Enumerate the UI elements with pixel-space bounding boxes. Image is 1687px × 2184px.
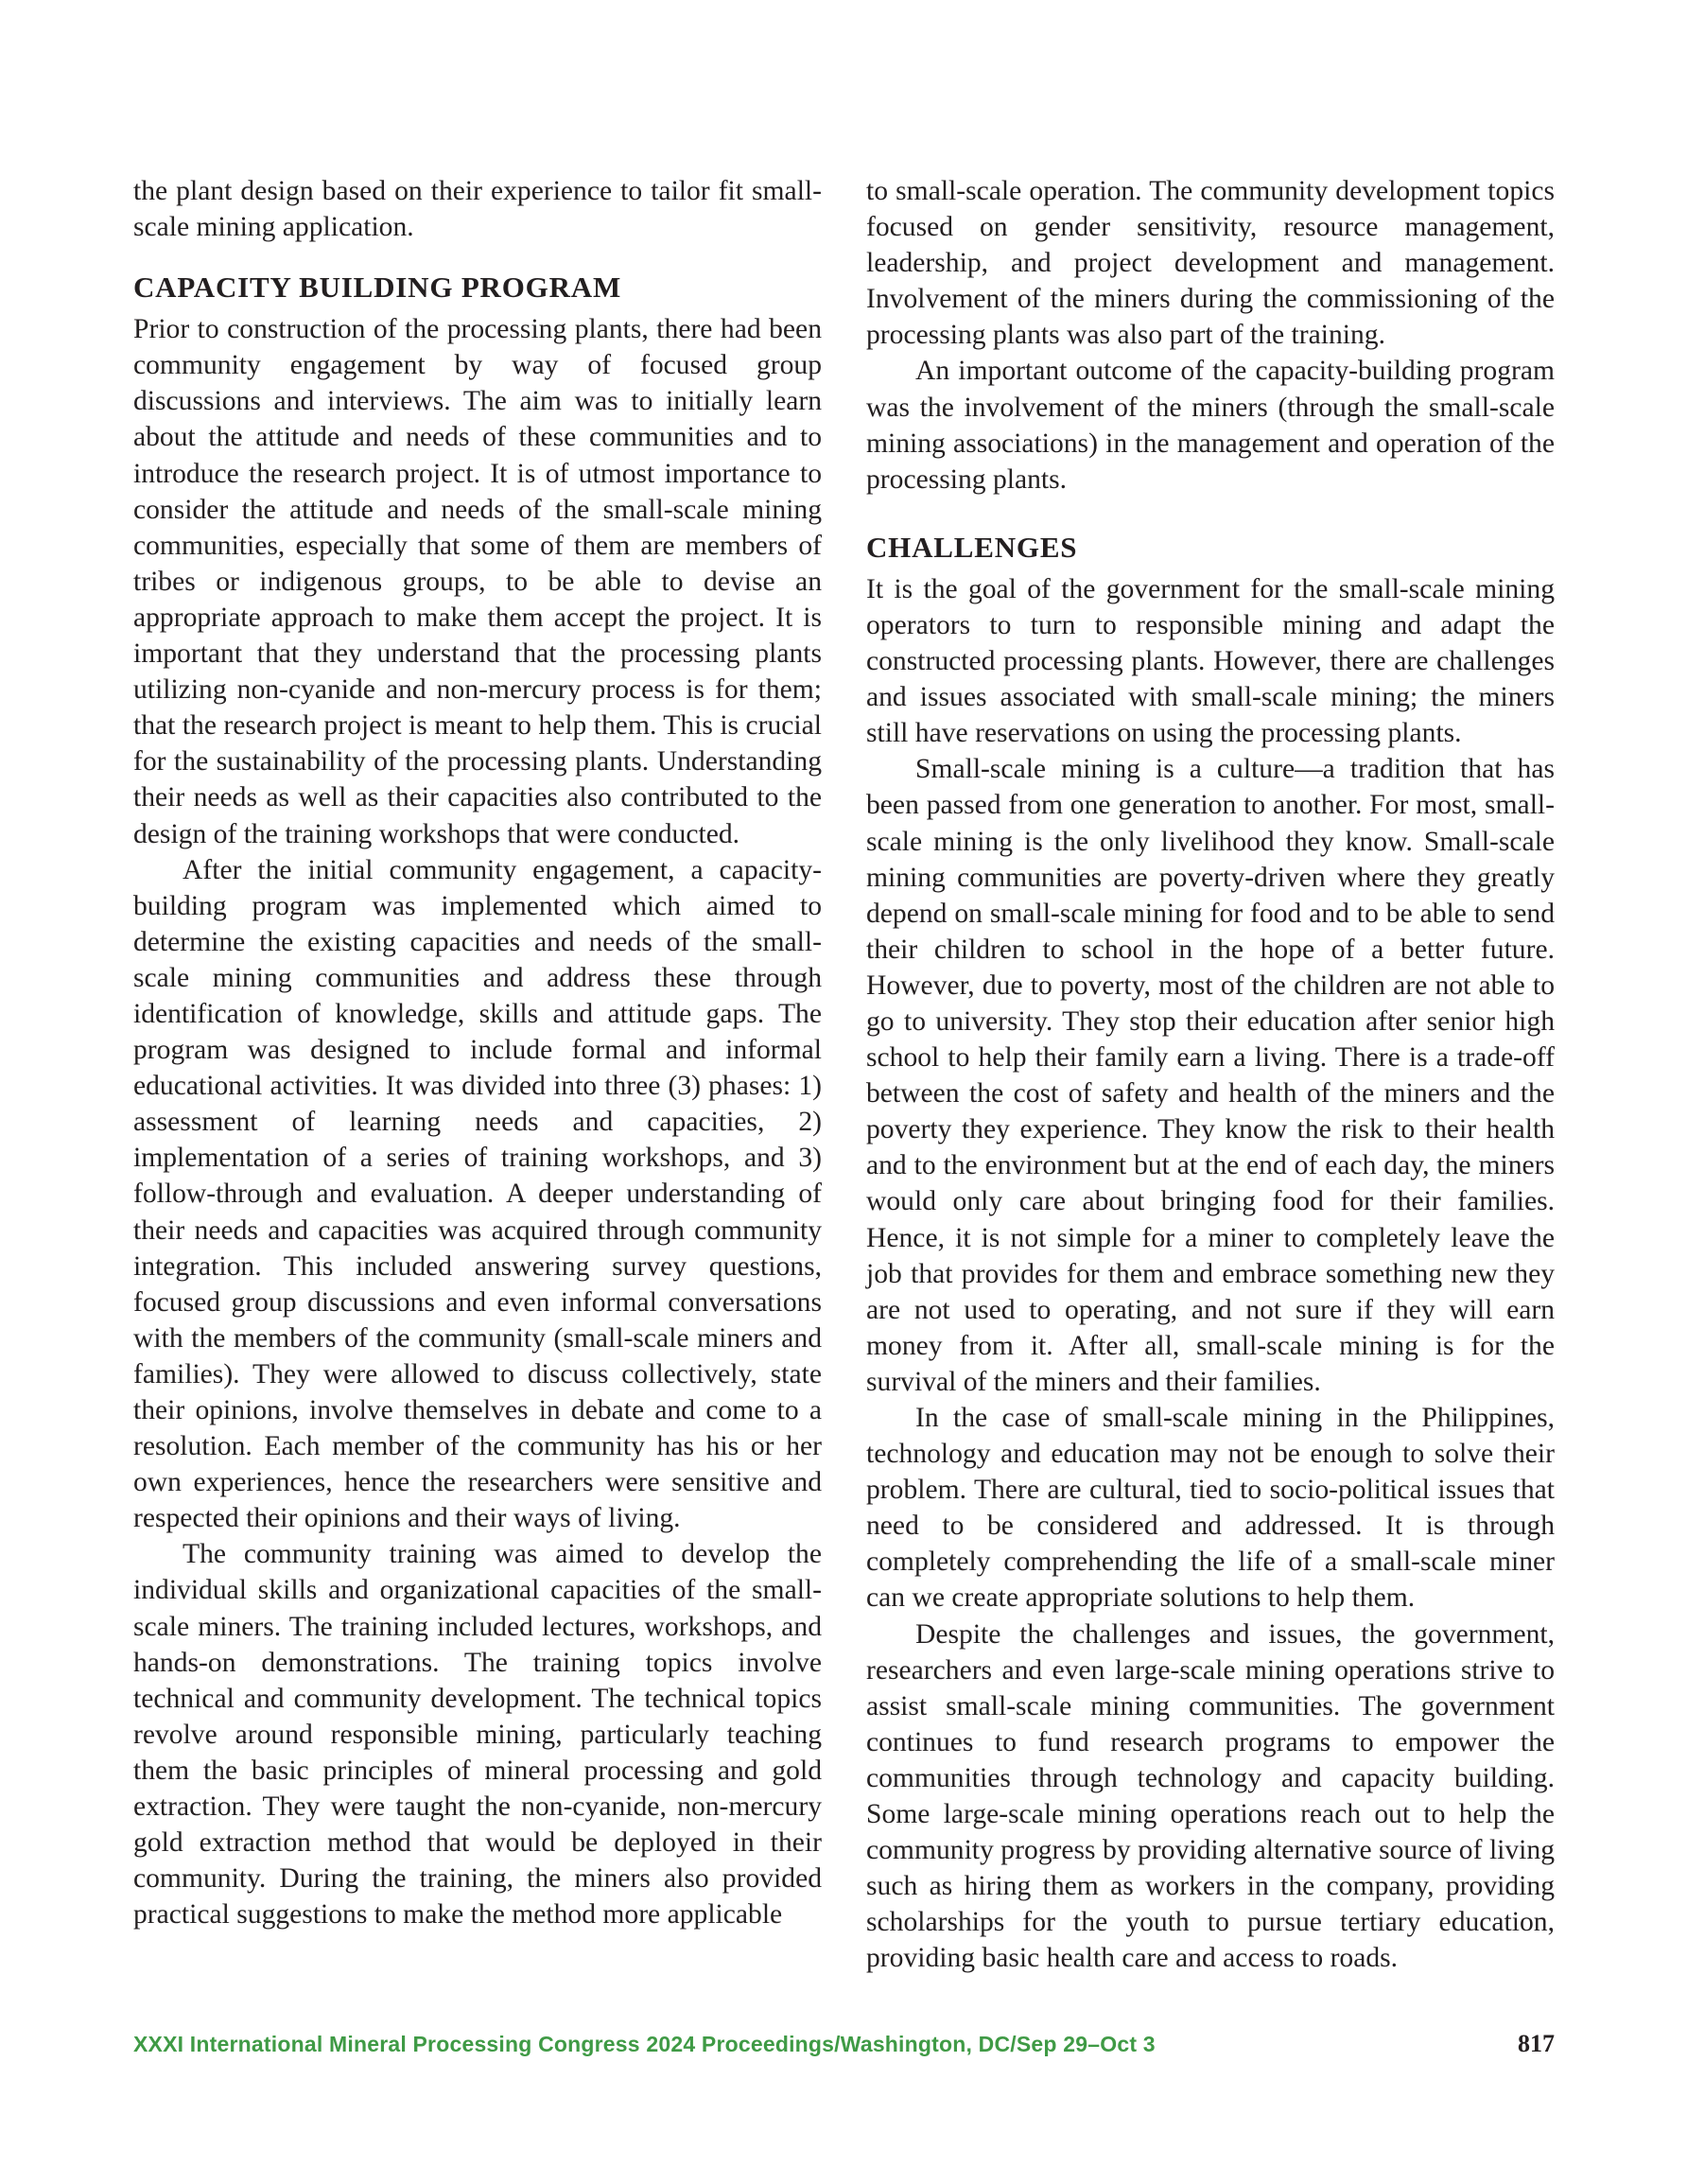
- section-heading-capacity-building: CAPACITY BUILDING PROGRAM: [133, 271, 621, 305]
- body-paragraph: Prior to construction of the processing plants, there had been community engagement by way of focused group discussions and interviews. The aim was to initially learn about the attitude and needs of these communities and to introduce the research project. It is of utmost importance to consider the attitude and needs of the small-scale mining communities, especially that some of them are members of tribes or indigenous groups, to be able to devise an appropriate approach to make them accept the project. It is important that they understand that the processing plants utilizing non-cyanide and non-mercury process is for them; that the research project is meant to help them. This is crucial for the sustainability of the processing plants. Understanding their needs as well as their capacities also contributed to the design of the training workshops that were conducted.: [133, 314, 822, 849]
- right-column: [866, 173, 1555, 1977]
- section-heading-challenges: CHALLENGES: [866, 530, 1078, 564]
- body-paragraph: It is the goal of the government for the small-scale mining operators to turn to responsible mining and adapt the constructed processing plants. However, there are challenges and issues associated with small-scale mining; the miners still have reservations on using the processing plants.: [866, 573, 1555, 749]
- body-paragraph: In the case of small-scale mining in the Philippines, technology and education may not be enough to solve their problem. There are cultural, tied to socio-political issues that need to be considered and addressed. It is through completely comprehending the life of a small-scale miner can we create appropriate solutions to help them.: [866, 1403, 1555, 1614]
- body-paragraph: An important outcome of the capacity-building program was the involvement of the miners (through the small-scale mining associations) in the management and operation of the processing plants.: [866, 356, 1555, 495]
- left-column: [133, 173, 822, 1932]
- page-footer: [133, 2030, 1555, 2058]
- continued-paragraph: the plant design based on their experience to tailor fit small-scale mining application.: [133, 176, 822, 243]
- body-paragraph: Despite the challenges and issues, the government, researchers and even large-scale mining operations strive to assist small-scale mining communities. The government continues to fund research programs to empower the communities through technology and capacity building. Some large-scale mining operations reach out to help the community progress by providing alternative source of living such as hiring them as workers in the company, providing scholarships for the youth to pursue tertiary education, providing basic health care and access to roads.: [866, 1618, 1555, 1974]
- body-paragraph: Small-scale mining is a culture—a tradition that has been passed from one generation to another. For most, small-scale mining is the only livelihood they know. Small-scale mining communities are poverty-driven where they greatly depend on small-scale mining for food and to be able to send their children to school in the hope of a better future. However, due to poverty, most of the children are not able to go to university. They stop their education after senior high school to help their family earn a living. There is a trade-off between the cost of safety and health of the miners and the poverty they experience. They know the risk to their health and to the environment but at the end of each day, the miners would only care about bringing food for their families. Hence, it is not simple for a miner to completely leave the job that provides for them and embrace something new they are not used to operating, and not sure if they will earn money from it. After all, small-scale mining is for the survival of the miners and their families.: [866, 754, 1555, 1397]
- body-paragraph: The community training was aimed to develop the individual skills and organizational capacities of the small-scale miners. The training included lectures, workshops, and hands-on demonstrations. The training topics involve technical and community development. The technical topics revolve around responsible mining, particularly teaching them the basic principles of mineral processing and gold extraction. They were taught the non-cyanide, non-mercury gold extraction method that would be deployed in their community. During the training, the miners also provided practical suggestions to make the method more applicable: [133, 1539, 822, 1931]
- continued-paragraph: to small-scale operation. The community development topics focused on gender sensitivity, resource management, leadership, and project development and management. Involvement of the miners during the commissioning of the processing plants was also part of the training.: [866, 176, 1555, 351]
- body-paragraph: After the initial community engagement, a capacity-building program was implemented which aimed to determine the existing capacities and needs of the small-scale mining communities and address these through identification of knowledge, skills and attitude gaps. The program was designed to include formal and informal educational activities. It was divided into three (3) phases: 1) assessment of learning needs and capacities, 2) implementation of a series of training workshops, and 3) follow-through and evaluation. A deeper understanding of their needs and capacities was acquired through community integration. This included answering survey questions, focused group discussions and even informal conversations with the members of the community (small-scale miners and families). They were allowed to discuss collectively, state their opinions, involve themselves in debate and come to a resolution. Each member of the community has his or her own experiences, hence the researchers were sensitive and respected their opinions and their ways of living.: [133, 854, 822, 1534]
- page-number: 817: [1518, 2030, 1555, 2057]
- footer-citation: XXXI International Mineral Processing Congress 2024 Proceedings/Washington, DC/Sep 29–Oct 3: [133, 2032, 1156, 2056]
